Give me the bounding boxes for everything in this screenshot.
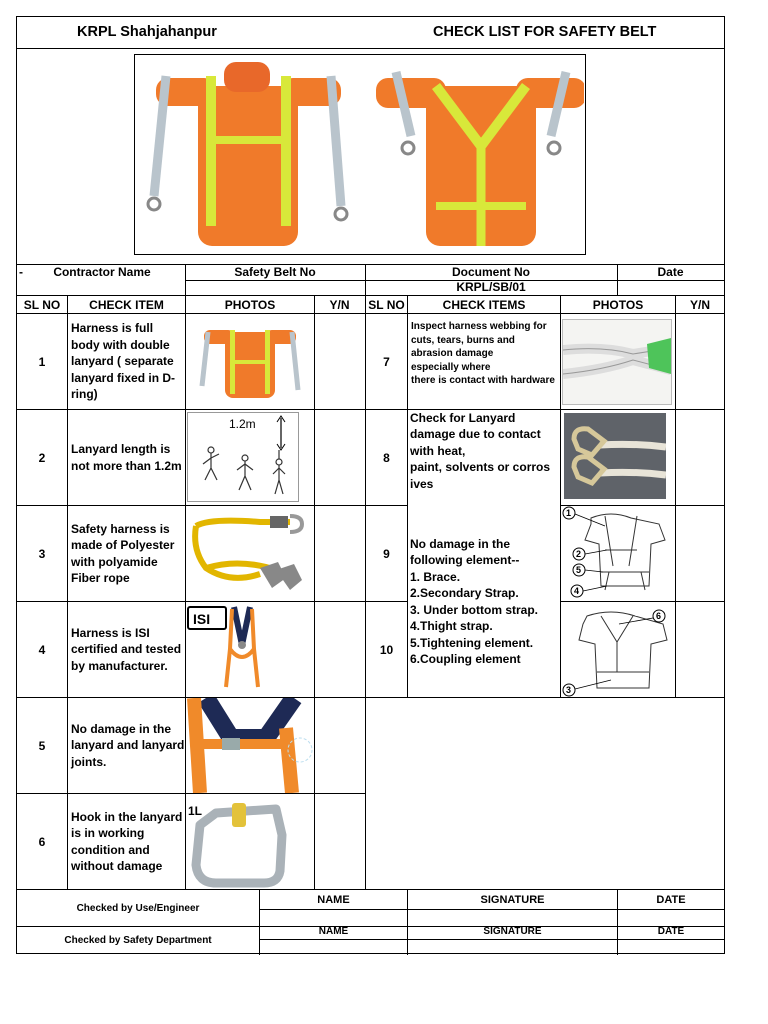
checked-by-engineer-label: Checked by Use/Engineer xyxy=(76,902,200,914)
item-4-photo-label: ISI xyxy=(193,611,211,627)
contractor-name-label: Contractor Name xyxy=(53,265,151,279)
safety-name-header: NAME xyxy=(318,925,349,937)
yn-cell-1[interactable] xyxy=(315,314,364,409)
item-3-photo xyxy=(186,507,314,601)
info-dash: - xyxy=(19,265,23,279)
item-8-text: Check for Lanyard damage due to contact with heat, paint, solvents or corros ives xyxy=(410,410,551,491)
item-4-no: 4 xyxy=(38,642,46,657)
fall-distance-icon xyxy=(189,414,297,500)
item-9-10-text: No damage in the following element-- 1. Brace. 2.Secondary Strap. 3. Under bottom strap. 4.Thight strap. 5.Tightening element. 6.Coupling element xyxy=(410,536,539,666)
item-6-text: Hook in the lanyard is in working condition and without damage xyxy=(71,809,183,873)
item-6-no: 6 xyxy=(38,834,46,849)
yn-cell-6[interactable] xyxy=(315,794,364,889)
engineer-date-header: DATE xyxy=(656,893,686,906)
col-yn-right: Y/N xyxy=(676,296,724,313)
item-10-callout-6: 6 xyxy=(656,611,662,621)
item-1-no: 1 xyxy=(38,354,46,369)
item-10-no: 10 xyxy=(379,642,394,657)
item-8-photo xyxy=(564,413,666,499)
safety-belt-no-label: Safety Belt No xyxy=(234,265,316,279)
item-1-text: Harness is full body with double lanyard ( separate lanyard fixed in D-ring) xyxy=(71,321,176,402)
checked-by-safety-label: Checked by Safety Department xyxy=(64,935,212,946)
col-photos-right: PHOTOS xyxy=(561,296,675,313)
item-8-no: 8 xyxy=(383,450,390,465)
item-9-no: 9 xyxy=(383,546,390,561)
engineer-name-header: NAME xyxy=(317,893,350,906)
item-3-text: Safety harness is made of Polyester with polyamide Fiber rope xyxy=(71,521,175,585)
item-3-no: 3 xyxy=(38,546,46,561)
item-2-no: 2 xyxy=(38,450,46,465)
harness-diagram-back-icon xyxy=(561,602,675,697)
yn-cell-4[interactable] xyxy=(315,602,364,697)
lanyard-hooks-icon xyxy=(564,413,666,499)
item-4-text: Harness is ISI certified and tested by manufacturer. xyxy=(71,625,182,673)
item-5-text: No damage in the lanyard and lanyard joints. xyxy=(71,721,185,769)
col-sl-no-right: SL NO xyxy=(366,296,407,313)
col-yn-left: Y/N xyxy=(315,296,364,313)
item-4-photo xyxy=(186,603,276,697)
item-9-callout-4: 4 xyxy=(574,586,580,596)
col-sl-no: SL NO xyxy=(17,296,67,313)
item-5-photo xyxy=(186,698,314,793)
yn-cell-5[interactable] xyxy=(315,698,364,793)
engineer-signature-header: SIGNATURE xyxy=(480,893,545,906)
item-2-photo-label: 1.2m xyxy=(229,417,256,431)
safety-date-header: DATE xyxy=(657,925,685,937)
item-10-photo xyxy=(561,602,675,697)
yn-cell-10[interactable] xyxy=(676,602,724,697)
carabiner-icon xyxy=(186,795,314,889)
col-check-items: CHECK ITEMS xyxy=(408,296,560,313)
item-9-callout-2: 2 xyxy=(576,549,582,559)
item-1-photo xyxy=(186,315,314,409)
item-10-callout-3: 3 xyxy=(566,685,572,695)
yn-cell-2[interactable] xyxy=(315,410,364,505)
date-label: Date xyxy=(657,265,684,279)
item-7-no: 7 xyxy=(383,354,390,369)
harness-diagram-front-icon xyxy=(561,506,675,601)
item-2-photo xyxy=(187,412,299,502)
yellow-lanyard-icon xyxy=(190,510,310,598)
document-no-label: Document No xyxy=(452,265,530,279)
col-check-item: CHECK ITEM xyxy=(68,296,185,313)
isi-harness-icon xyxy=(186,605,274,695)
checklist-sheet xyxy=(16,16,725,954)
item-9-callout-1: 1 xyxy=(566,508,572,518)
yn-cell-7[interactable] xyxy=(676,314,724,409)
hero-harness-photo xyxy=(134,54,586,255)
harness-front-icon xyxy=(190,324,310,400)
item-9-callout-5: 5 xyxy=(576,565,582,575)
harness-front-back-icon xyxy=(136,56,584,253)
safety-signature-header: SIGNATURE xyxy=(483,925,542,937)
item-7-photo xyxy=(562,319,672,405)
document-no-value: KRPL/SB/01 xyxy=(456,280,526,294)
company-name: KRPL Shahjahanpur xyxy=(77,24,217,40)
item-6-photo-label: 1L xyxy=(188,804,203,818)
item-5-no: 5 xyxy=(38,738,46,753)
yn-cell-9[interactable] xyxy=(676,506,724,601)
item-6-photo xyxy=(186,795,314,889)
yn-cell-8[interactable] xyxy=(676,410,724,505)
item-7-text: Inspect harness webbing for cuts, tears, burns and abrasion damage especially where there is contact with hardware xyxy=(411,321,555,387)
item-9-photo xyxy=(561,506,675,601)
page-title: CHECK LIST FOR SAFETY BELT xyxy=(433,24,657,40)
webbing-icon xyxy=(563,320,671,404)
yn-cell-3[interactable] xyxy=(315,506,364,601)
harness-closeup-icon xyxy=(186,698,314,793)
col-photos-left: PHOTOS xyxy=(186,296,314,313)
item-2-text: Lanyard length is not more than 1.2m xyxy=(71,442,182,473)
